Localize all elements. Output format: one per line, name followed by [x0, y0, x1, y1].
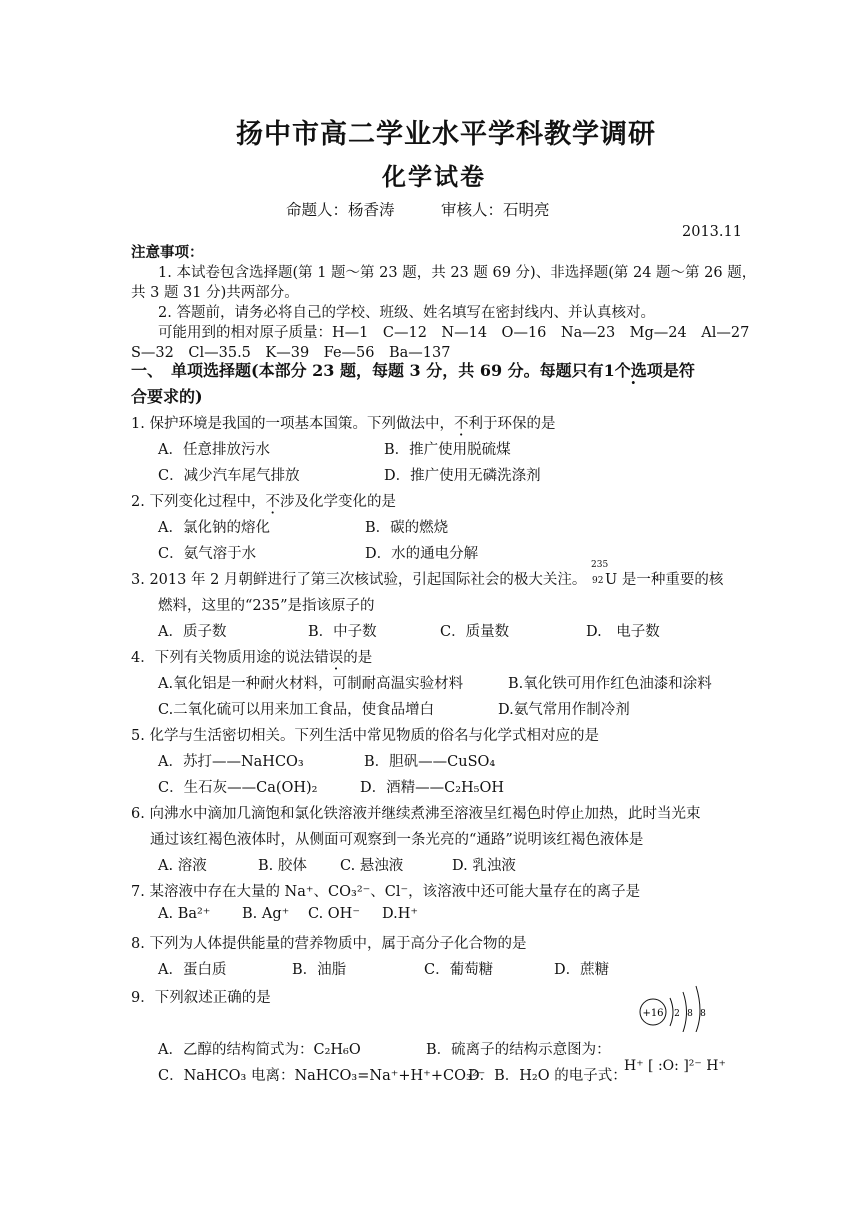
q6-option-c: C. 悬浊液	[340, 858, 404, 874]
notes-heading: 注意事项：	[131, 244, 204, 261]
q2-option-c: C．氨气溶于水	[158, 546, 257, 562]
q2-option-b: B．碳的燃烧	[365, 520, 449, 536]
q5-option-c: C．生石灰——Ca(OH)₂	[158, 780, 318, 796]
q3-stem-line-2: 燃料，这里的“235”是指该原子的	[158, 598, 375, 614]
q2-stem-text: 2. 下列变化过程中，	[131, 494, 266, 510]
q4-stem-text: 4．下列有关物质用途的说法错	[131, 650, 329, 666]
q3-stem-text: 3. 2013 年 2 月朝鲜进行了第三次核试验，引起国际社会的极大关注。	[131, 572, 587, 588]
q1-option-b: B．推广使用脱硫煤	[384, 442, 511, 458]
q1-stem-tail: 利于环保的是	[468, 416, 556, 432]
q5-option-d: D．酒精——C₂H₅OH	[360, 780, 505, 796]
q1-stem-text: 1. 保护环境是我国的一项基本国策。下列做法中，	[131, 416, 454, 432]
shell-3-electrons: 8	[700, 1009, 706, 1019]
q3-option-b: B．中子数	[308, 624, 377, 640]
q3-option-d: D. 电子数	[586, 624, 660, 640]
q9-option-b: B．硫离子的结构示意图为：	[426, 1042, 611, 1058]
exam-subtitle: 化学试卷	[382, 162, 486, 191]
q8-stem: 8. 下列为人体提供能量的营养物质中，属于高分子化合物的是	[131, 936, 527, 952]
atomic-number: 92	[592, 576, 604, 586]
q4-option-c: C.二氧化硫可以用来加工食品，使食品增白	[158, 702, 435, 718]
q9-option-c: C．NaHCO₃ 电离：NaHCO₃=Na⁺+H⁺+CO₃²⁻	[158, 1068, 486, 1084]
q6-stem-line-2: 通过该红褐色液体时，从侧面可观察到一条光亮的“通路”说明该红褐色液体是	[150, 832, 644, 848]
element-symbol: U	[605, 572, 618, 588]
nucleus-charge: +16	[642, 1008, 664, 1019]
q7-option-d: D.H⁺	[382, 906, 419, 922]
q3-option-c: C．质量数	[440, 624, 510, 640]
atomic-masses-line-1: 可能用到的相对原子质量：H—1 C—12 N—14 O—16 Na—23 Mg—24 Al—27	[158, 325, 750, 341]
q3-stem	[131, 560, 724, 589]
q5-option-a: A．苏打——NaHCO₃	[158, 754, 304, 770]
q1-option-c: C．减少汽车尾气排放	[158, 468, 300, 484]
q8-option-d: D．蔗糖	[554, 962, 610, 978]
note-2: 2. 答题前，请务必将自己的学校、班级、姓名填写在密封线内、并认真核对。	[158, 305, 655, 321]
q8-option-a: A．蛋白质	[158, 962, 227, 978]
q9-stem: 9．下列叙述正确的是	[131, 990, 271, 1006]
uranium-nuclide	[591, 560, 609, 586]
q4-option-d: D.氨气常用作制冷剂	[498, 702, 630, 718]
atomic-masses-line-2: S—32 Cl—35.5 K—39 Fe—56 Ba—137	[131, 345, 451, 361]
q8-option-b: B．油脂	[292, 962, 347, 978]
q9-option-d: D．B．H₂O 的电子式：	[468, 1068, 627, 1084]
q4-stem	[131, 646, 372, 667]
q2-option-a: A．氯化钠的熔化	[158, 520, 270, 536]
q3-stem-tail: 是一种重要的核	[617, 572, 724, 588]
q7-option-c: C. OH⁻	[308, 906, 360, 922]
mass-number: 235	[591, 560, 609, 570]
q6-stem-line-1: 6. 向沸水中滴加几滴饱和氯化铁溶液并继续煮沸至溶液呈红褐色时停止加热，此时当光束	[131, 806, 701, 822]
q2-option-d: D．水的通电分解	[365, 546, 479, 562]
q4-stem-tail: 的是	[343, 650, 373, 666]
q7-option-b: B. Ag⁺	[242, 906, 290, 922]
exam-title: 扬中市高二学业水平学科教学调研	[236, 119, 656, 150]
q1-emphasis: 不	[453, 416, 469, 432]
water-electron-formula: H⁺ [ :O: ]²⁻ H⁺	[624, 1058, 726, 1074]
q6-option-a: A. 溶液	[158, 858, 207, 874]
section-heading-line-2: 合要求的)	[131, 387, 203, 406]
q7-option-a: A. Ba²⁺	[158, 906, 211, 922]
q6-option-b: B. 胶体	[258, 858, 307, 874]
q5-option-b: B．胆矾——CuSO₄	[364, 754, 496, 770]
note-1-line-2: 共 3 题 31 分)共两部分。	[131, 285, 299, 301]
section-heading	[131, 358, 695, 381]
q2-stem-tail: 涉及化学变化的是	[279, 494, 396, 510]
q6-option-d: D. 乳浊液	[452, 858, 516, 874]
q2-emphasis: 不	[265, 494, 280, 510]
section-emphasis: 1个选项 ·	[604, 361, 663, 380]
q1-option-d: D．推广使用无磷洗涤剂	[384, 468, 541, 484]
q1-option-a: A．任意排放污水	[158, 442, 270, 458]
note-1-line-1: 1. 本试卷包含选择题(第 1 题～第 23 题，共 23 题 69 分)、非选择题(第 24 题～第 26 题，	[158, 265, 757, 281]
q1-stem	[131, 412, 555, 433]
shell-2-electrons: 8	[687, 1009, 693, 1019]
authors: 命题人：杨香涛 审核人：石明亮	[286, 201, 550, 219]
q4-option-a: A.氧化铝是一种耐火材料，可制耐高温实验材料	[158, 676, 464, 692]
q9-option-a: A．乙醇的结构简式为：C₂H₆O	[158, 1042, 361, 1058]
q5-stem: 5. 化学与生活密切相关。下列生活中常见物质的俗名与化学式相对应的是	[131, 728, 599, 744]
q4-option-b: B.氧化铁可用作红色油漆和涂料	[508, 676, 712, 692]
shell-1-electrons: 2	[674, 1009, 680, 1019]
q4-emphasis: 误	[328, 650, 344, 666]
q3-option-a: A．质子数	[158, 624, 227, 640]
exam-date: 2013.11	[682, 224, 742, 240]
section-heading-text: 一、 单项选择题(本部分 23 题，每题 3 分，共 69 分。每题只有	[131, 361, 604, 380]
q2-stem	[131, 490, 396, 511]
q7-stem: 7. 某溶液中存在大量的 Na⁺、CO₃²⁻、Cl⁻，该溶液中还可能大量存在的离子是	[131, 884, 641, 900]
q8-option-c: C．葡萄糖	[424, 962, 494, 978]
section-heading-tail: 是符	[662, 361, 695, 380]
sulfide-ion-structure-diagram	[636, 982, 716, 1032]
